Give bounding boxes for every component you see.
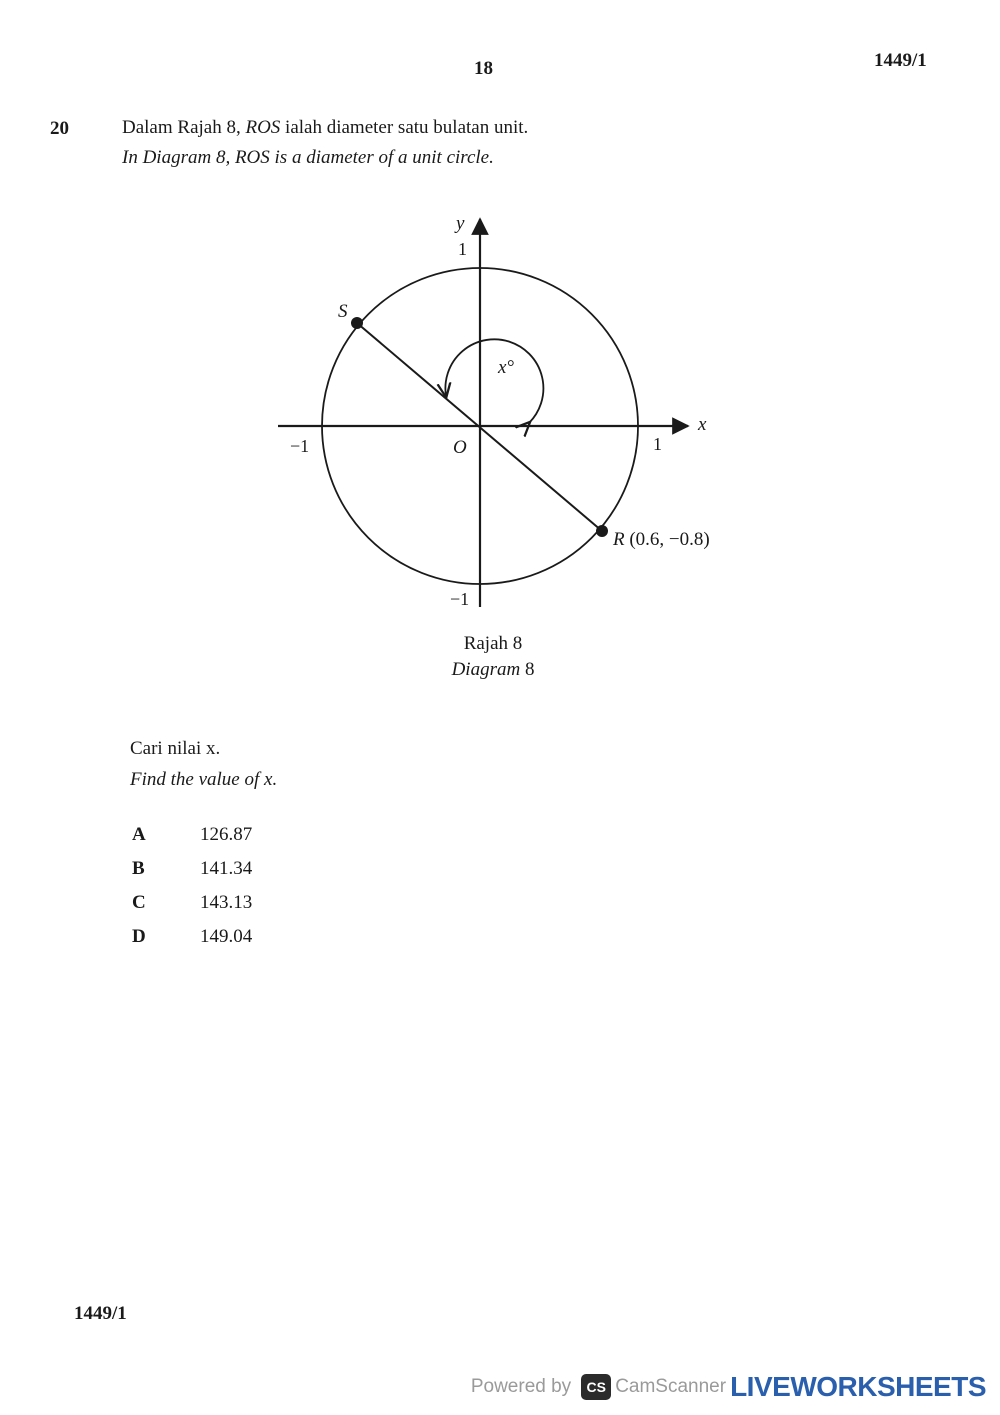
liveworksheets-logo[interactable]: LIVEWORKSHEETS — [730, 1371, 986, 1402]
caption-en-word: Diagram — [451, 659, 521, 680]
point-r — [596, 525, 608, 537]
page-number: 18 — [474, 58, 493, 79]
paper-code-header: 1449/1 — [874, 50, 927, 71]
option-letter: C — [132, 892, 146, 913]
watermark — [471, 1369, 986, 1405]
paper-code-footer: 1449/1 — [74, 1303, 127, 1324]
point-s — [351, 317, 363, 329]
diagram-caption-english — [0, 659, 986, 681]
option-value: 143.13 — [200, 892, 253, 913]
option-c[interactable] — [132, 886, 252, 920]
question-number: 20 — [50, 118, 69, 139]
option-a[interactable] — [132, 818, 252, 852]
stem-ms-prefix: Dalam Rajah 8, — [122, 117, 246, 138]
x-axis-label: x — [698, 414, 707, 435]
angle-label: x° — [498, 357, 515, 378]
option-b[interactable] — [132, 852, 252, 886]
option-letter: A — [132, 824, 146, 845]
question-stem-malay — [122, 117, 528, 139]
prompt-english: Find the value of x. — [130, 769, 278, 790]
diagram-caption-malay: Rajah 8 — [463, 633, 523, 654]
watermark-powered-text: Powered by — [470, 1376, 572, 1397]
option-letter: D — [132, 926, 146, 947]
option-value: 126.87 — [200, 824, 253, 845]
point-s-label: S — [338, 301, 348, 322]
y-tick-top-label: 1 — [458, 239, 467, 259]
prompt-malay: Cari nilai x. — [130, 738, 221, 759]
stem-ms-ros: ROS — [245, 117, 281, 138]
option-value: 149.04 — [200, 926, 253, 947]
option-letter: B — [132, 858, 145, 879]
answer-options — [132, 818, 252, 954]
caption-en-num: 8 — [520, 659, 535, 680]
origin-label: O — [453, 437, 467, 458]
x-tick-left-label: −1 — [290, 436, 310, 456]
camscanner-logo-icon: CS — [581, 1374, 611, 1400]
point-r-label: R (0.6, −0.8) — [613, 529, 710, 550]
y-axis-label: y — [456, 213, 465, 234]
option-value: 141.34 — [200, 858, 253, 879]
stem-ms-suffix: ialah diameter satu bulatan unit. — [280, 117, 529, 138]
question-stem-english: In Diagram 8, ROS is a diameter of a unit circle. — [122, 147, 494, 168]
unit-circle-diagram — [270, 205, 740, 625]
x-tick-right-label: 1 — [653, 434, 662, 454]
option-d[interactable] — [132, 920, 252, 954]
watermark-scanner-text: CamScanner — [615, 1376, 727, 1397]
y-tick-bottom-label: −1 — [450, 589, 470, 609]
